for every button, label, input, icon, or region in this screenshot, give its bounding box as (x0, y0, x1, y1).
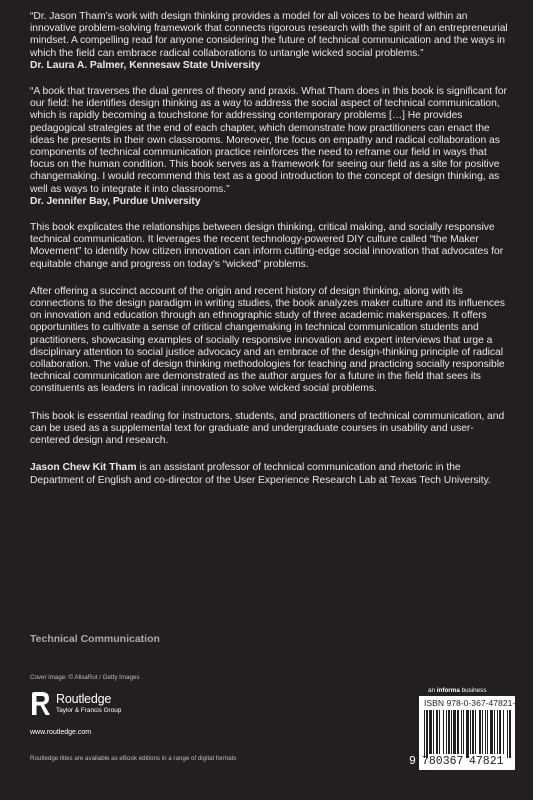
quote-2-author: Dr. Jennifer Bay (30, 195, 108, 207)
barcode-bar (466, 710, 469, 758)
publisher-group: Taylor & Francis Group (56, 707, 122, 714)
isbn-barcode (409, 696, 521, 770)
barcode-bar (487, 710, 488, 754)
quote-2-institution: Purdue University (112, 195, 201, 207)
informa-brand: informa (436, 687, 460, 694)
barcode-bar (509, 710, 511, 758)
barcode-bar (482, 710, 483, 754)
barcode-bar (426, 710, 428, 758)
endorsement-quote-1: “Dr. Jason Tham’s work with design thinking provides a model for all voices to be heard within an innovative problem-solving framework that connects rigorous research with the spirit of an entrepreneurial mindset. A compelling read for anyone considering the future of technical communication and the ways in which the field can embrace radical collaborations to untangle wicked social problems.” Dr. Laura A. Palmer, Kennesaw State University (30, 11, 508, 71)
barcode-bar (451, 710, 452, 754)
barcode-bars (423, 710, 511, 758)
barcode-bar (463, 710, 464, 754)
barcode-bar (499, 710, 501, 754)
description-paragraph-1: This book explicates the relationships between design thinking, critical making, and socially responsive technical communication. It leverages the recent technology-powered DIY culture called “the Maker Movement” to identify how citizen innovation can inform cutting-edge social innovation that advocates for equitable change and progress on today’s “wicked” problems. (30, 222, 504, 270)
cover-image-credit: Cover image: © AlisaRut / Getty Images (30, 674, 140, 681)
author-bio-name: Jason Chew Kit Tham (30, 462, 137, 474)
informa-business-label: an informa business (428, 687, 487, 694)
barcode-bar (503, 710, 504, 754)
barcode-digits-left: 780367 (422, 755, 464, 768)
routledge-logo (30, 691, 200, 731)
isbn-label: ISBN 978-0-367-47821-6 (424, 698, 521, 708)
barcode-bar (490, 710, 493, 754)
barcode-bar (439, 710, 440, 754)
barcode-bar (470, 710, 471, 754)
routledge-r-icon (30, 691, 52, 717)
barcode-bar (424, 710, 425, 758)
quote-1-institution: Kennesaw State University (129, 59, 261, 71)
barcode-bar (494, 710, 495, 754)
barcode-bar (479, 710, 481, 754)
text-column (30, 11, 508, 502)
quote-1-author: Dr. Laura A. Palmer (30, 59, 124, 71)
barcode-lead-digit: 9 (409, 755, 416, 768)
barcode-digits-right: 47821 (469, 755, 504, 768)
barcode-bar (461, 710, 462, 754)
description-paragraph-3: This book is essential reading for instructors, students, and practitioners of technical communication, and can be used as a supplemental text for graduate and undergraduate courses in usability and user-centered design and research. (30, 410, 505, 447)
barcode-bar (497, 710, 498, 754)
ebook-note: Routledge titles are available as eBook editions in a range of digital formats (30, 755, 237, 762)
author-bio (30, 462, 508, 486)
publisher-name: Routledge (56, 692, 112, 706)
quote-1-text: “Dr. Jason Tham’s work with design thinking provides a model for all voices to be heard within an innovative problem-solving framework that connects rigorous research with the spirit of an entrepreneurial mindset. A compelling read for anyone considering the future of technical communication and the ways in which the field can embrace radical collaborations to untangle wicked social problems.” (30, 11, 508, 59)
description-paragraph-2: After offering a succinct account of the origin and recent history of design thinking, along with its connections to the design paradigm in writing studies, the book analyzes maker culture and its influences on innovation and education through an ethnographic study of three academic makerspaces. It offers opportunities to cultivate a sense of critical changemaking in technical communication students and practitioners, showcasing examples of socially responsive innovation and expert interviews that urge a disciplinary attention to social justice advocacy and an embrace of the design-thinking principle of radical collaboration. The value of design thinking methodologies for teaching and practicing socially responsible technical communication are demonstrated as the author argues for a future in the field that sees its constituents as leaders in radical innovation to solve wicked social problems. (30, 285, 505, 395)
barcode-bar (436, 710, 438, 754)
barcode-bar (429, 710, 432, 754)
barcode-bar (453, 710, 456, 754)
publisher-website[interactable]: www.routledge.com (30, 729, 92, 736)
barcode-bar (433, 710, 434, 754)
barcode-bar (457, 710, 459, 754)
author-bio-text: is an assistant professor of technical communication and rhetoric in the Department of English and co-director of the User Experience Research Lab at Texas Tech University. (30, 462, 491, 486)
quote-2-text: “A book that traverses the dual genres of theory and praxis. What Tham does in this book is significant for our field: he identifies design thinking as a way to address the social aspect of technical communication, which is rapidly becoming a touchstone for addressing contemporary problems […] He provides pedagogical strategies at the end of each chapter, which demonstrate how practitioners can enact the ideas he presents in their own classrooms. Moreover, the focus on empathy and radical collaboration as components of technical communication practice reinforces the need to reframe our field in ways that focus on the human condition. This book serves as a framework for seeing our field as a site for positive changemaking. I would recommend this text as a good introduction to the concept of design thinking, as well as ways to integrate it into classrooms.” (30, 86, 507, 195)
endorsement-quote-2: “A book that traverses the dual genres of theory and praxis. What Tham does in this book is significant for our field: he identifies design thinking as a way to address the social aspect of technical communication, which is rapidly becoming a touchstone for addressing contemporary problems […] He provides pedagogical strategies at the end of each chapter, which demonstrate how practitioners can enact the ideas he presents in their own classrooms. Moreover, the focus on empathy and radical collaboration as components of technical communication practice reinforces the need to reframe our field in ways that focus on the human condition. This book serves as a framework for seeing our field as a site for positive changemaking. I would recommend this text as a good introduction to the concept of design thinking, as well as ways to integrate it into classrooms.” Dr. Jennifer Bay, Purdue University (30, 86, 507, 207)
barcode-bar (448, 710, 450, 754)
barcode-bar (446, 710, 447, 754)
barcode-bar (475, 710, 476, 754)
barcode-bar (472, 710, 474, 754)
barcode-bar (443, 710, 444, 754)
series-name: Technical Communication (30, 633, 160, 645)
barcode-bar (507, 710, 508, 758)
barcode-bar (485, 710, 486, 754)
barcode-digits (409, 754, 515, 770)
